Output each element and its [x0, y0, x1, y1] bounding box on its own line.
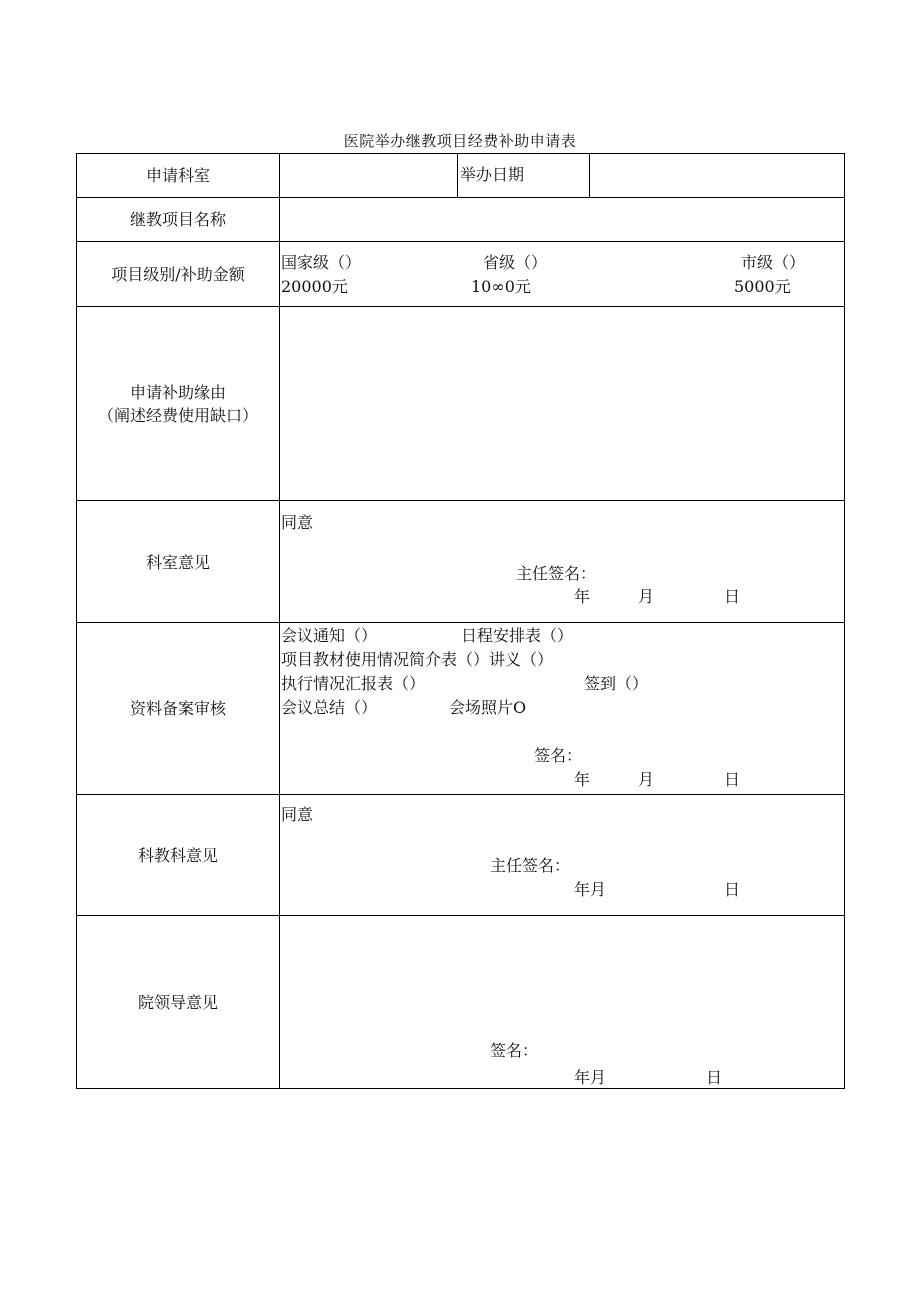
dept-opinion-agree: 同意: [281, 513, 314, 532]
leader-signature: 签名：: [490, 1041, 539, 1060]
row-divider: [76, 622, 845, 623]
row-divider: [76, 500, 845, 501]
materials-signature: 签名：: [534, 746, 583, 765]
schedule-item[interactable]: 日程安排表（）: [461, 626, 574, 645]
reason-sublabel: （阐述经费使用缺口）: [97, 406, 258, 425]
project-name-field[interactable]: [282, 209, 842, 229]
dept-opinion-month: 月: [638, 587, 655, 606]
photos-item[interactable]: 会场照片O: [449, 698, 527, 717]
edu-opinion-year-month: 年月: [574, 880, 607, 899]
report-item[interactable]: 执行情况汇报表（）: [281, 674, 426, 693]
level-label: 项目级别/补助金额: [111, 265, 245, 284]
edu-director-signature: 主任签名：: [490, 856, 571, 875]
project-name-label: 继教项目名称: [129, 210, 226, 229]
form-table: [76, 153, 845, 1089]
materials-year: 年: [574, 770, 591, 789]
leader-opinion-year-month: 年月: [574, 1068, 607, 1087]
materials-month: 月: [638, 770, 655, 789]
textbook-item[interactable]: 项目教材使用情况简介表（）讲义（）: [281, 650, 554, 669]
sign-in-item[interactable]: 签到（）: [584, 674, 649, 693]
meeting-notice-item[interactable]: 会议通知（）: [281, 626, 378, 645]
materials-day: 日: [724, 770, 741, 789]
dept-label: 申请科室: [145, 166, 210, 185]
city-amount: 5000元: [734, 277, 791, 296]
row-divider: [76, 197, 845, 198]
edu-opinion-agree: 同意: [281, 805, 314, 824]
date-field[interactable]: [592, 165, 842, 185]
column-divider: [457, 153, 458, 197]
column-divider: [279, 153, 280, 1089]
provincial-level-option[interactable]: 省级（）: [483, 253, 548, 272]
summary-item[interactable]: 会议总结（）: [281, 698, 378, 717]
national-amount: 20000元: [281, 277, 348, 296]
row-divider: [76, 306, 845, 307]
national-level-option[interactable]: 国家级（）: [281, 253, 362, 272]
leader-opinion-day: 日: [706, 1068, 723, 1087]
form-title: 医院举办继教项目经费补助申请表: [343, 132, 577, 150]
city-level-option[interactable]: 市级（）: [741, 253, 806, 272]
materials-label: 资料备案审核: [129, 699, 226, 718]
dept-opinion-label: 科室意见: [145, 553, 210, 572]
date-label: 举办日期: [460, 165, 525, 184]
row-divider: [76, 794, 845, 795]
leader-opinion-label: 院领导意见: [137, 993, 218, 1012]
row-divider: [76, 241, 845, 242]
dept-director-signature: 主任签名：: [516, 564, 597, 583]
provincial-amount: 10∞0元: [471, 277, 531, 296]
row-divider: [76, 915, 845, 916]
dept-opinion-year: 年: [574, 587, 591, 606]
dept-field[interactable]: [281, 165, 455, 185]
edu-opinion-label: 科教科意见: [137, 846, 218, 865]
column-divider: [589, 153, 590, 197]
reason-field[interactable]: [282, 310, 842, 496]
reason-label: 申请补助缘由: [129, 383, 226, 402]
edu-opinion-day: 日: [724, 880, 741, 899]
dept-opinion-day: 日: [724, 587, 741, 606]
